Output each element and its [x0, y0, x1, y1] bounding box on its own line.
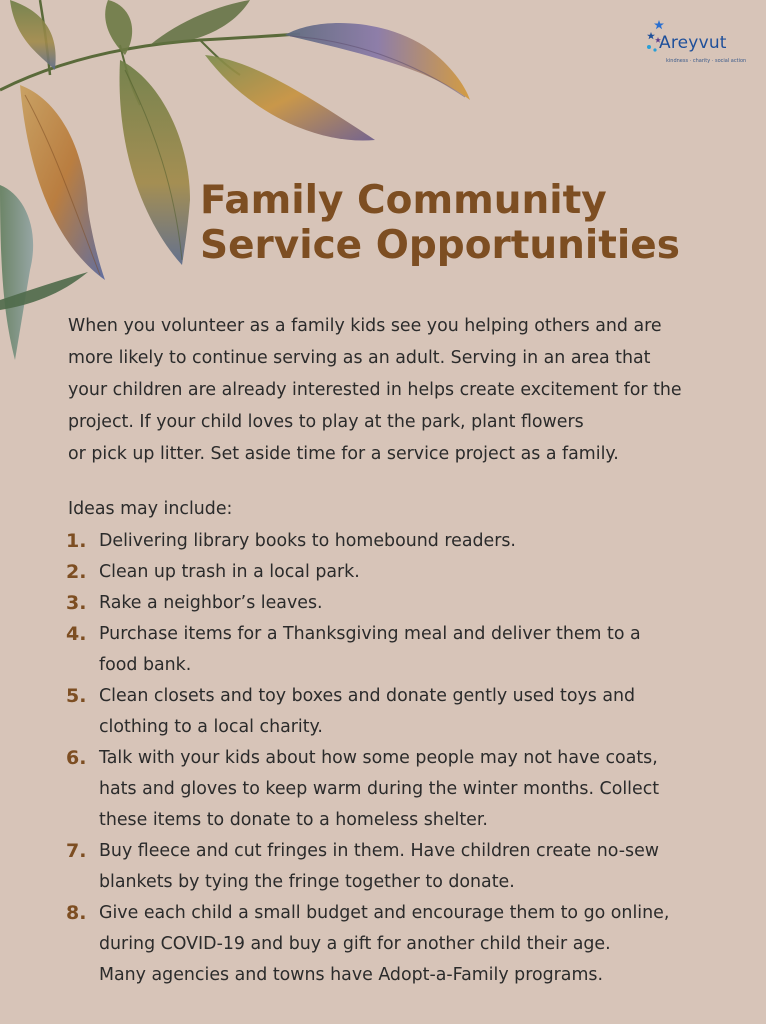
item-number: 1. [66, 530, 87, 552]
item-line: hats and gloves to keep warm during the winter months. Collect [99, 779, 660, 799]
list-item [66, 588, 746, 619]
item-number: 7. [66, 840, 87, 862]
list-item [66, 743, 746, 836]
brand-tagline: kindness · charity · social action [666, 58, 747, 64]
item-number: 8. [66, 902, 87, 924]
item-line: Clean up trash in a local park. [99, 562, 360, 582]
intro-line: project. If your child loves to play at the park, plant flowers [68, 412, 584, 432]
list-item [66, 681, 746, 743]
ideas-list [66, 526, 746, 991]
brand-name: Areyvut [659, 33, 727, 53]
item-number: 2. [66, 561, 87, 583]
intro-line: When you volunteer as a family kids see you helping others and are [68, 316, 662, 336]
item-line: blankets by tying the fringe together to donate. [99, 872, 515, 892]
item-line: Rake a neighbor’s leaves. [99, 593, 323, 613]
item-number: 6. [66, 747, 87, 769]
item-line: Give each child a small budget and encourage them to go online, [99, 903, 670, 923]
item-line: clothing to a local charity. [99, 717, 323, 737]
areyvut-logo [645, 20, 750, 70]
item-line: food bank. [99, 655, 192, 675]
ideas-heading: Ideas may include: [68, 499, 233, 519]
list-item [66, 836, 746, 898]
item-line: Buy fleece and cut fringes in them. Have children create no-sew [99, 841, 659, 861]
item-line: Talk with your kids about how some people may not have coats, [99, 748, 658, 768]
item-line: Many agencies and towns have Adopt-a-Family programs. [99, 965, 603, 985]
list-item [66, 557, 746, 588]
item-line: Purchase items for a Thanksgiving meal and deliver them to a [99, 624, 641, 644]
item-number: 5. [66, 685, 87, 707]
list-item [66, 898, 746, 991]
list-item [66, 526, 746, 557]
item-line: during COVID-19 and buy a gift for another child their age. [99, 934, 611, 954]
item-line: Delivering library books to homebound readers. [99, 531, 516, 551]
item-line: these items to donate to a homeless shelter. [99, 810, 488, 830]
intro-paragraph [68, 310, 738, 470]
intro-line: more likely to continue serving as an adult. Serving in an area that [68, 348, 651, 368]
intro-line: your children are already interested in helps create excitement for the [68, 380, 682, 400]
title-line-1: Family Community [200, 178, 607, 223]
item-number: 4. [66, 623, 87, 645]
item-line: Clean closets and toy boxes and donate gently used toys and [99, 686, 636, 706]
list-item [66, 619, 746, 681]
intro-line: or pick up litter. Set aside time for a service project as a family. [68, 444, 619, 464]
title-line-2: Service Opportunities [200, 223, 680, 268]
page-title [200, 178, 740, 268]
item-number: 3. [66, 592, 87, 614]
